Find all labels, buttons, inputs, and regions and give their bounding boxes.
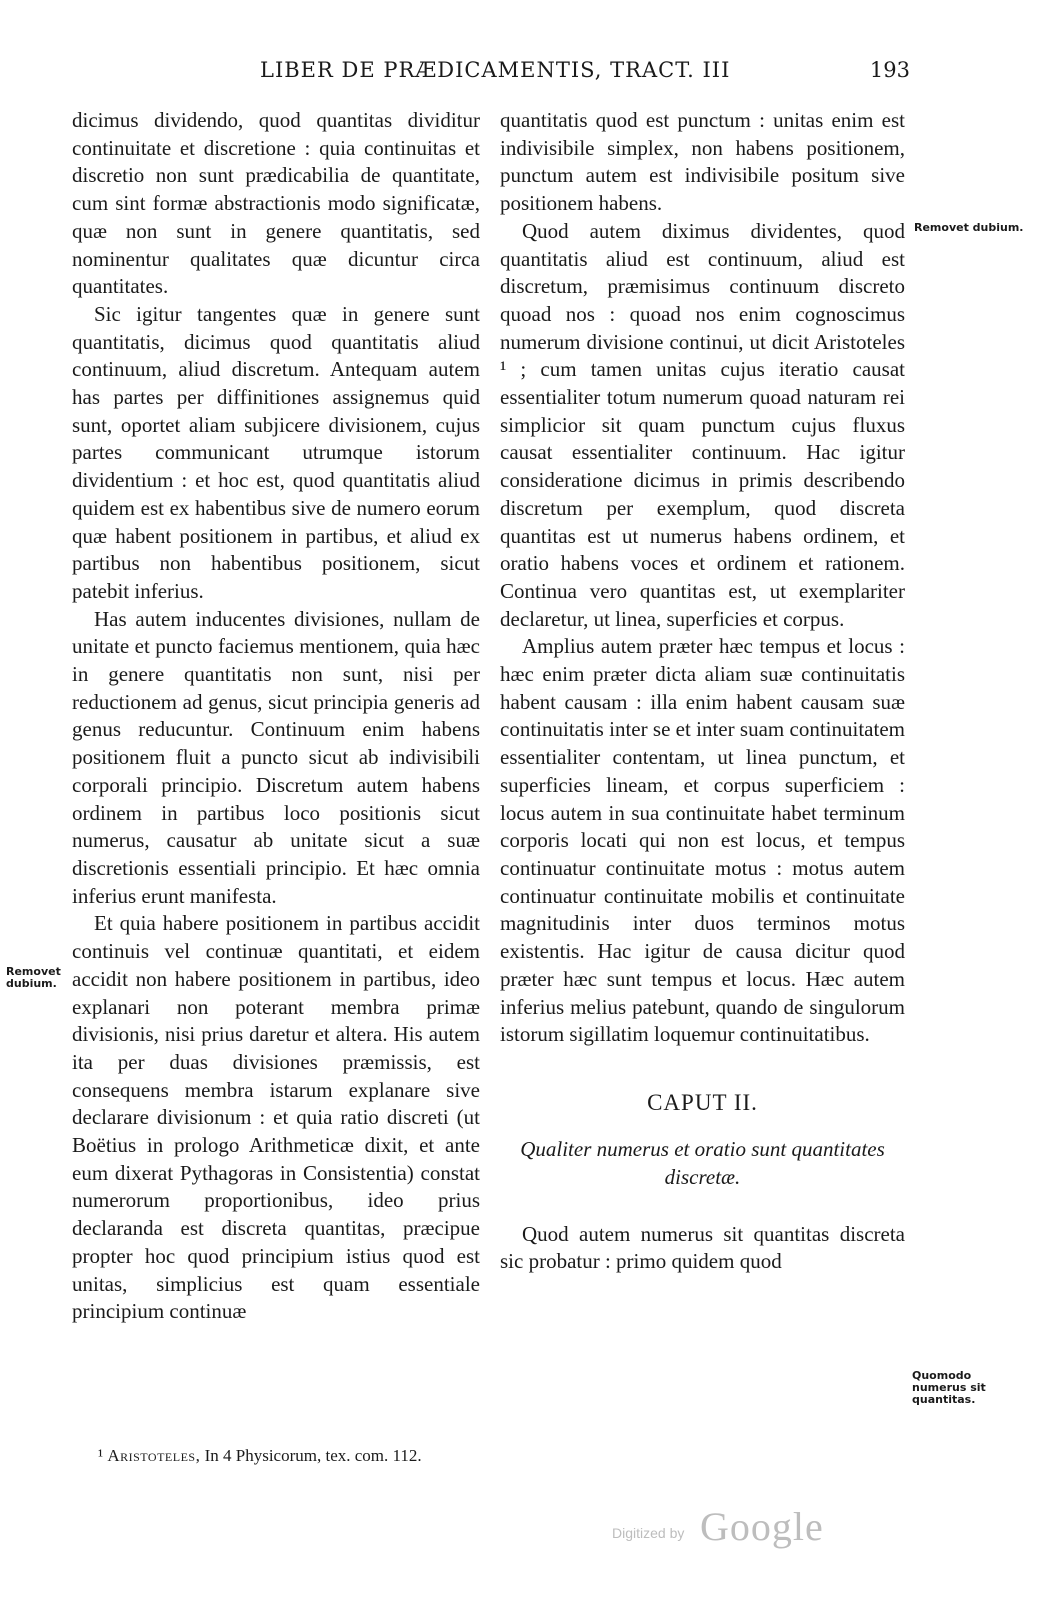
paragraph: Amplius autem præter hæc tempus et locus : hæc enim præter dicta aliam suæ continuitatis habent causam : illa enim habent causam suæ continuitatis inter se et inter suam continuitatem essentialiter contentam, ut linea punctum, et superficies lineam, et corpus superficiem : locus autem in sua continuitate habet terminum corporis locati qui non est locus, et tempus continuatur continuitate motus : motus autem continuatur continuitate mobilis et continuitate magnitudinis inter duos terminos motus existentis. Hac igitur de causa dicitur quod præter hæc sunt tempus et locus. Hæc autem inferius melius patebunt, quando de singulorum istorum sigillatim loquemur continuitatibus. <box>500 634 905 1047</box>
paragraph: Et quia habere positionem in partibus accidit continuis vel continuæ quantitati, et eidem accidit non habere positionem in partibus, ideo explanari non poterant membra primæ divisionis, nisi prius daretur et altera. His autem ita per duas divisiones præmissis, est consequens membra istarum explanare sive declarare divisionum : et quia ratio discreti (ut Boëtius in prologo Arithmeticæ dixit, et ante eum dixerat Pythagoras in Consistentia) constat numerorum proportionibus, ideo prius declaranda est discreta quantitas, præcipue propter hoc quod principium istius quod est unitas, simplicius est quam essentiale principium continuæ <box>72 911 480 1324</box>
left-column <box>72 107 480 1326</box>
chapter-subtitle: Qualiter numerus et oratio sunt quantitates discretæ. <box>520 1136 885 1189</box>
paragraph: Quod autem diximus dividentes, quod quantitatis aliud est continuum, aliud est discretum, præmisimus continuum discreto quoad nos : quoad nos enim cognoscimus numerum divisione continui, ut dicit Aristoteles ¹ ; cum tamen unitas cujus iteratio causat essentialiter totum numerum quoad naturam rei simplicior sit quam punctum cujus fluxus causat essentialiter continuum. Hac igitur consideratione dicimus in primis describendo discretum per exemplum, quod discreta quantitas est ut numerus habens ordinem, et oratio habens voces et ordinem et rationem. Continua vero quantitas est, ut exemplariter declaretur, ut linea, superficies et corpus. <box>500 218 905 631</box>
watermark-logo: Google <box>700 1504 824 1549</box>
chapter-heading: CAPUT II. <box>647 1089 758 1115</box>
right-column <box>500 107 905 1276</box>
watermark-text: Digitized by <box>612 1525 685 1541</box>
margin-note: Removet dubium. <box>914 221 1024 234</box>
paragraph: Quod autem numerus sit quantitas discreta sic probatur : primo quidem quod <box>500 1221 905 1274</box>
margin-note: Removet dubium. <box>6 965 61 990</box>
footnote-marker: ¹ <box>98 1446 104 1465</box>
footnote-author: Aristoteles, <box>107 1446 201 1465</box>
footnote <box>98 1446 422 1466</box>
paragraph: Has autem inducentes divisiones, nullam de unitate et puncto faciemus mentionem, quia hæc in genere quantitatis non sunt, nisi per reductionem ad genus, sicut principia generis ad genus reducuntur. Continuum enim habens positionem fluit a puncto sicut ab indivisibili corporali principio. Discretum autem habens ordinem in partibus loco positionis sicut numerus, causatur ab unitate sicut a suæ discretionis essentiali principio. Et hæc omnia inferius erunt manifesta. <box>72 606 480 908</box>
paragraph: Sic igitur tangentes quæ in genere sunt quantitatis, dicimus quod quantitatis aliud continuum, aliud discretum. Antequam autem has partes per diffinitiones assignemus quid sunt, oportet aliam subjicere divisionem, cujus partes communicant utrumque istorum dividentium : et hoc est, quod quantitatis aliud quidem est ex habentibus sive de numero eorum quæ habent positionem in partibus, et aliud ex partibus non habentibus positionem, sicut patebit inferius. <box>72 301 480 603</box>
margin-note: Quomodo numerus sit quantitas. <box>912 1369 986 1406</box>
digitized-watermark <box>612 1503 832 1553</box>
running-header <box>70 58 910 88</box>
running-title: LIBER DE PRÆDICAMENTIS, TRACT. III <box>260 58 731 82</box>
footnote-text: In 4 Physicorum, tex. com. 112. <box>204 1446 422 1465</box>
paragraph: dicimus dividendo, quod quantitas dividitur continuitate et discretione : quia continuitas et discretio non sunt prædicabilia de quantitate, cum sint formæ abstractionis modo significatæ, quæ non sunt in genere quantitatis, sed nominentur qualitates quæ dicuntur circa quantitates. <box>72 108 480 299</box>
page-number: 193 <box>869 58 910 82</box>
paragraph: quantitatis quod est punctum : unitas enim est indivisibile simplex, non habens positionem, punctum autem est indivisibile positum sive positionem habens. <box>500 108 905 216</box>
